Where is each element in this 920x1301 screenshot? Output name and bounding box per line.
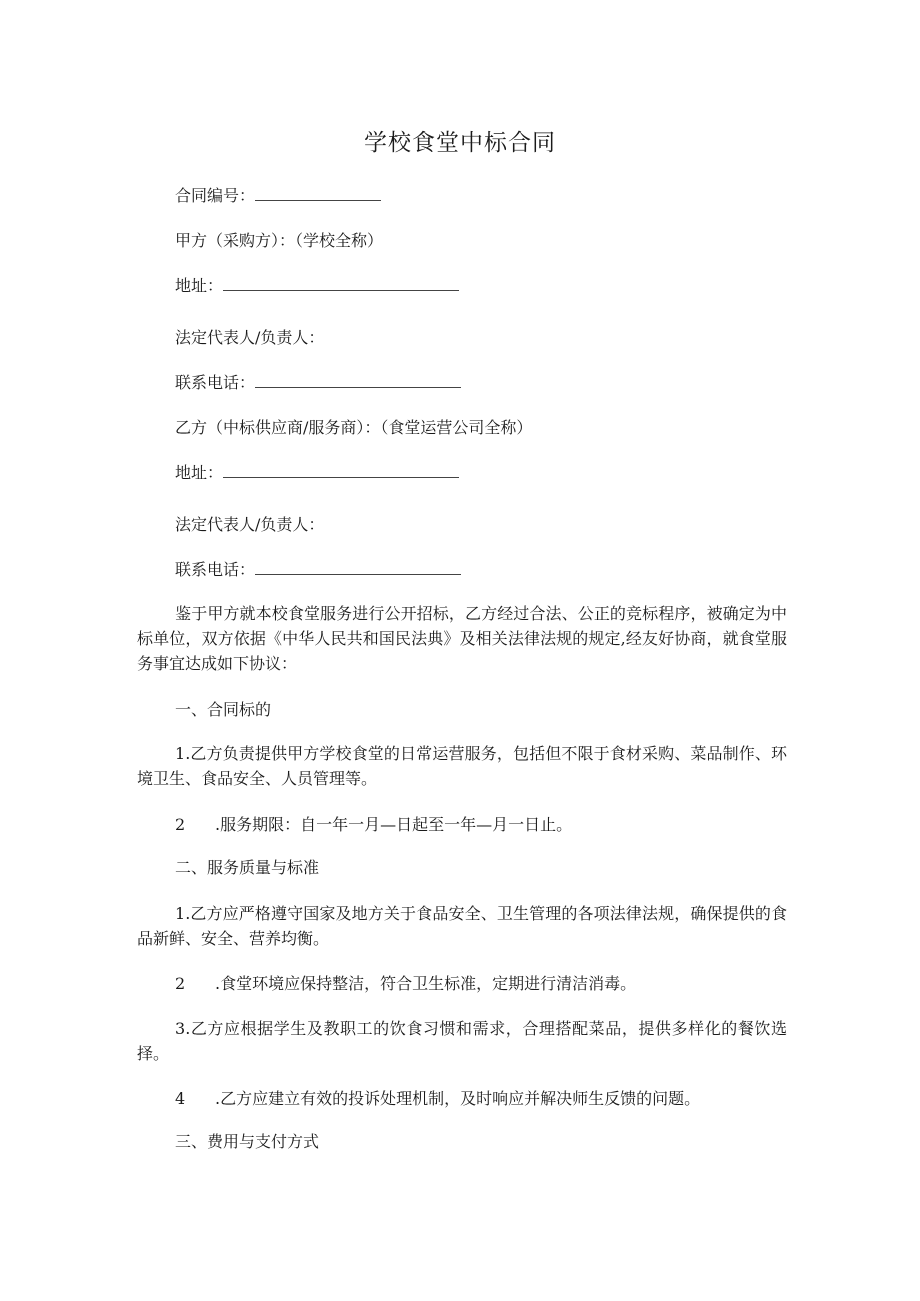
- section-2-item-3: [137, 1016, 787, 1066]
- item-text: .乙方应严格遵守国家及地方关于食品安全、卫生管理的各项法律法规，确保提供的食品新鲜、安全、营养均衡。: [137, 904, 787, 948]
- item-number: 4: [175, 1089, 186, 1108]
- party-a-phone-line: [175, 373, 461, 393]
- item-text: .乙方应建立有效的投诉处理机制，及时响应并解决师生反馈的问题。: [215, 1089, 701, 1108]
- preamble-paragraph: [137, 601, 787, 676]
- section-2-item-2: [137, 971, 787, 996]
- party-a-address-line: [175, 276, 459, 296]
- section-1-item-1: [137, 741, 787, 791]
- section-3-heading: 三、费用与支付方式: [175, 1132, 320, 1151]
- party-b-address-line: [175, 463, 459, 483]
- contract-number-line: [175, 186, 381, 206]
- item-number: 1: [175, 904, 186, 923]
- section-2-item-1: [137, 901, 787, 951]
- preamble-text: 鉴于甲方就本校食堂服务进行公开招标，乙方经过合法、公正的竞标程序，被确定为中标单位，双方依据《中华人民共和国民法典》及相关法律法规的规定,经友好协商，就食堂服务事宜达成如下协议：: [137, 604, 787, 673]
- section-1-item-2: [137, 812, 787, 837]
- item-number: 1: [175, 744, 186, 763]
- party-b-phone-blank: [255, 560, 461, 575]
- party-a-legal-rep-line: 法定代表人/负责人：: [175, 328, 325, 347]
- item-text: .乙方负责提供甲方学校食堂的日常运营服务，包括但不限于食材采购、菜品制作、环境卫生、食品安全、人员管理等。: [137, 744, 787, 788]
- section-2-heading: 二、服务质量与标准: [175, 858, 320, 877]
- section-1-heading: 一、合同标的: [175, 700, 272, 719]
- party-a-address-blank: [223, 276, 459, 291]
- party-b-legal-rep-line: 法定代表人/负责人：: [175, 515, 325, 534]
- party-b-address-label: 地址：: [175, 463, 224, 482]
- party-b-line: 乙方（中标供应商/服务商）：（食堂运营公司全称）: [175, 418, 533, 437]
- party-b-phone-line: [175, 560, 461, 580]
- item-number: 3: [175, 1019, 186, 1038]
- item-number: 2: [175, 974, 186, 993]
- party-b-phone-label: 联系电话：: [175, 560, 256, 579]
- item-text: .食堂环境应保持整洁，符合卫生标准，定期进行清洁消毒。: [215, 974, 637, 993]
- party-b-address-blank: [223, 463, 459, 478]
- item-text: .乙方应根据学生及教职工的饮食习惯和需求，合理搭配菜品，提供多样化的餐饮选择。: [137, 1019, 787, 1063]
- party-a-line: 甲方（采购方）：（学校全称）: [175, 231, 384, 250]
- contract-number-blank: [255, 186, 381, 201]
- section-2-item-4: [137, 1086, 787, 1111]
- document-title: 学校食堂中标合同: [364, 130, 556, 156]
- item-text: .服务期限：自一年一月—日起至一年—月一日止。: [215, 815, 573, 834]
- party-a-phone-blank: [255, 373, 461, 388]
- contract-number-label: 合同编号：: [175, 186, 256, 205]
- party-a-phone-label: 联系电话：: [175, 373, 256, 392]
- party-a-address-label: 地址：: [175, 276, 224, 295]
- item-number: 2: [175, 815, 186, 834]
